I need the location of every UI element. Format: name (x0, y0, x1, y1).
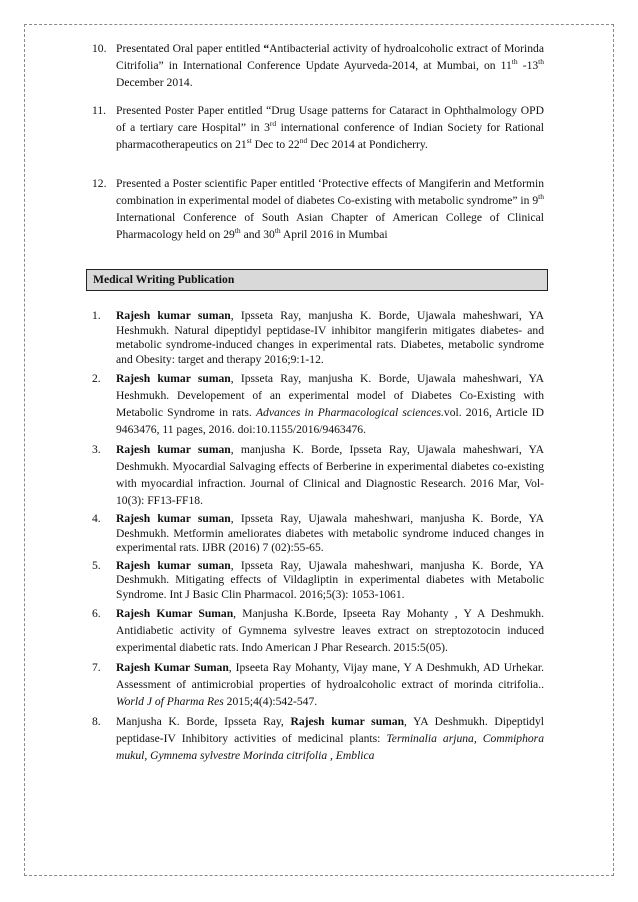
text-run: , Ipsseta Ray, Ujawala maheshwari, manjusha K. Borde, YA Deshmukh. Mitigating effects of Vildagliptin in experimental diabetes with Metabolic Syndrome. Int J Basic Clin Pharmacol. 2016;5(3): 1053-1061. (116, 558, 544, 601)
item-number: 11. (92, 104, 107, 117)
item-number: 4. (92, 512, 101, 525)
text-run: Presentated Oral paper entitled (116, 42, 264, 55)
item-text (116, 372, 544, 436)
item-number: 1. (92, 309, 101, 322)
item-number: 12. (92, 177, 107, 190)
superscript: nd (299, 136, 308, 146)
item-number: 6. (92, 607, 101, 620)
text-run: -13 (517, 59, 539, 72)
superscript: th (538, 57, 545, 67)
superscript: rd (269, 119, 277, 129)
item-number: 5. (92, 558, 101, 572)
list-item (92, 40, 544, 91)
list-item (92, 512, 544, 556)
item-text (116, 661, 544, 708)
text-run: , Ipsseta Ray, manjusha K. Borde, Ujawala maheshwari, YA Heshmukh. Developement of an experimental model of Diabetes Co-Existing with Metabolic Syndrome in rats. (116, 372, 544, 419)
text-run: Presented Poster Paper entitled “Drug Usage patterns for Cataract in Ophthalmology OPD of a tertiary care Hospital” in 3 (116, 104, 544, 134)
list-item (92, 102, 544, 153)
item-text (116, 443, 544, 507)
item-number: 7. (92, 661, 101, 674)
item-text (116, 559, 544, 601)
text-run: Advances in Pharmacological sciences. (255, 406, 444, 419)
text-run: 2015;4(4):542-547. (223, 695, 318, 708)
list-item (92, 605, 544, 656)
text-run: Dec to 22 (251, 138, 300, 151)
text-run: , Ipseeta Ray Mohanty, Vijay mane, Y A Deshmukh, AD Urhekar. Assessment of antimicrobial properties of hydroalcoholic extract of morinda citrifolia.. (116, 661, 544, 691)
section-header: Medical Writing Publication (86, 269, 548, 291)
text-run: , YA Deshmukh. Dipeptidyl peptidase-IV Inhibitory activities of medicinal plants: (116, 715, 544, 745)
superscript: st (246, 136, 252, 146)
text-run: Rajesh kumar suman (116, 443, 231, 456)
text-run: World J of Pharma Res (116, 695, 224, 708)
text-run: International Conference of South Asian Chapter of American College of Clinical Pharmacology held on 29 (116, 211, 544, 241)
item-text (116, 607, 544, 654)
list-item (92, 713, 544, 764)
presentations-list (92, 40, 544, 243)
superscript: th (234, 226, 241, 236)
text-run: , Manjusha K.Borde, Ipseeta Ray Mohanty , Y A Deshmukh. Antidiabetic activity of Gymnema sylvestre leaves extract on streptozotocin induced experimental diabetic rats. Indo American J Phar Research. 2015:5(05). (116, 607, 544, 654)
item-text (116, 512, 544, 554)
text-run: vol. 2016, Article ID 9463476, 11 pages, 2016. doi:10.1155/2016/9463476. (116, 406, 544, 436)
item-text (116, 177, 544, 241)
text-run: and 30 (240, 228, 275, 241)
text-run: Rajesh kumar suman (290, 715, 405, 728)
text-run: international conference of Indian Society for Rational pharmacotherapeutics on 21 (116, 121, 544, 151)
list-item (92, 370, 544, 438)
text-run: Terminalia arjuna, Commiphora mukul, Gymnema sylvestre Morinda citrifolia , Emblica (116, 732, 544, 762)
text-run: Presented a Poster scientific Paper entitled ‘Protective effects of Mangiferin and Metformin combination in experimental model of diabetes Co-existing with metabolic syndrome” in 9 (116, 177, 544, 207)
item-number: 2. (92, 372, 101, 385)
item-text (116, 104, 544, 151)
item-number: 8. (92, 715, 101, 728)
list-item (92, 559, 544, 603)
item-number: 10. (92, 42, 107, 55)
document-content (92, 40, 544, 767)
text-run: Rajesh Kumar Suman (116, 607, 234, 620)
text-run: Rajesh kumar suman (116, 372, 231, 385)
text-run: Rajesh kumar suman (116, 309, 231, 322)
text-run: “ (263, 42, 270, 55)
text-run: Dec 2014 at Pondicherry. (307, 138, 428, 151)
list-item (92, 309, 544, 367)
item-text (116, 309, 544, 366)
item-number: 3. (92, 443, 101, 456)
superscript: th (511, 57, 518, 67)
list-item (92, 659, 544, 710)
text-run: Rajesh kumar suman (116, 558, 231, 572)
text-run: Rajesh Kumar Suman (116, 661, 229, 674)
text-run: December 2014. (116, 76, 193, 89)
list-item (92, 175, 544, 243)
text-run: Rajesh kumar suman (116, 512, 231, 525)
item-text (116, 715, 544, 762)
text-run: , manjusha K. Borde, Ipsseta Ray, Ujawala maheshwari, YA Deshmukh. Myocardial Salvaging effects of Berberine in experimental diabetes co-existing with myocardial infraction. Journal of Clinical and Diagnostic Research. 2016 Mar, Vol-10(3): FF13-FF18. (116, 443, 544, 507)
superscript: th (274, 226, 281, 236)
item-text (116, 42, 544, 89)
text-run: Antibacterial activity of hydroalcoholic extract of Morinda Citrifolia” in International Conference Update Ayurveda-2014, at Mumbai, on 11 (116, 42, 544, 72)
text-run: Manjusha K. Borde, Ipsseta Ray, (116, 715, 291, 728)
text-run: April 2016 in Mumbai (280, 228, 388, 241)
text-run: , Ipsseta Ray, Ujawala maheshwari, manjusha K. Borde, YA Deshmukh. Metformin ameliorates diabetes with metabolic syndrome induced changes in experimental rats. IJBR (2016) 7 (02):55-65. (116, 512, 544, 554)
superscript: th (538, 192, 544, 202)
publications-list (92, 309, 544, 764)
list-item (92, 441, 544, 509)
text-run: , Ipsseta Ray, manjusha K. Borde, Ujawala maheshwari, YA Heshmukh. Natural dipeptidyl peptidase-IV inhibitor mangiferin mitigates diabetes- and metabolic syndrome-induced changes in experimental rats. Diabetes, metabolic syndrome and Obesity: target and therapy 2016;9:1-12. (116, 309, 544, 366)
